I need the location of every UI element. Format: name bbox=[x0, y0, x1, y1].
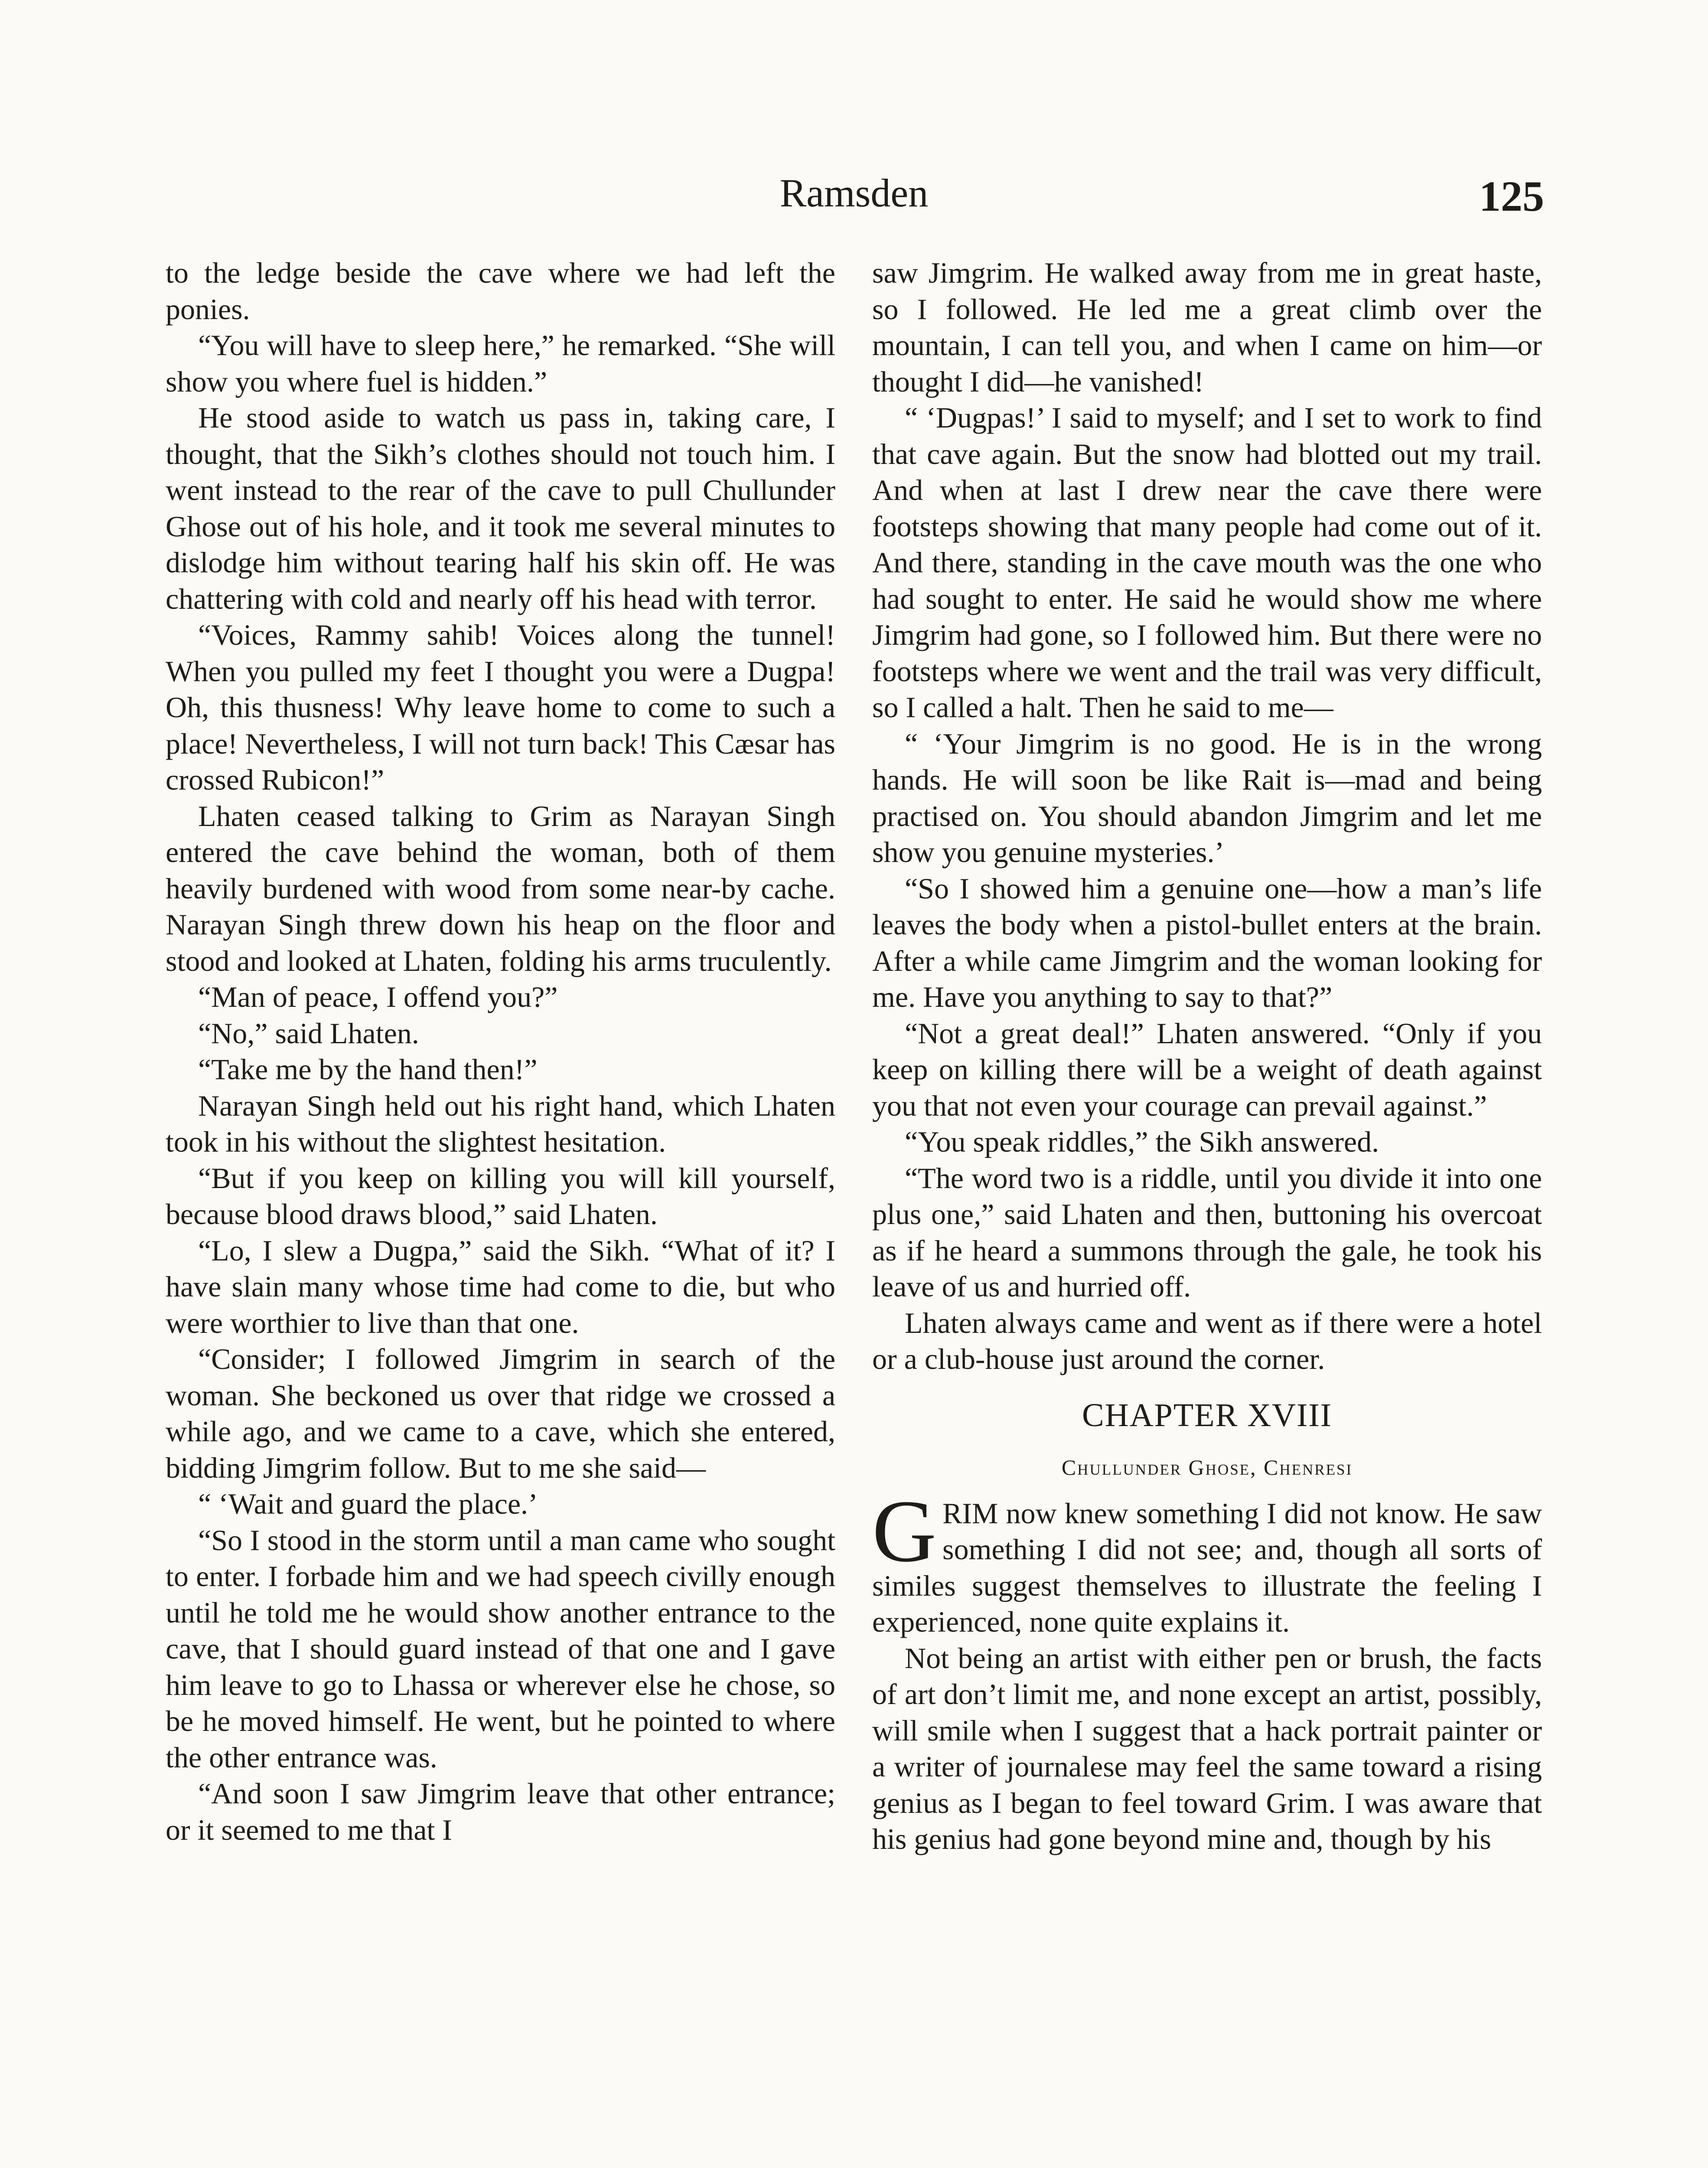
paragraph: He stood aside to watch us pass in, taking care, I thought, that the Sikh’s clothes should not touch him. I went instead to the rear of the cave to pull Chullunder Ghose out of his hole, and it took me several minutes to dislodge him without tearing half his skin off. He was chattering with cold and nearly off his head with terror. bbox=[166, 401, 835, 615]
chapter-heading: CHAPTER XVIII bbox=[1082, 1397, 1332, 1433]
paragraph: “So I showed him a genuine one—how a man’s life leaves the body when a pistol-bullet enters at the brain. After a while came Jimgrim and the woman looking for me. Have you anything to say to that?” bbox=[872, 872, 1542, 1013]
paragraph: “ ‘Your Jimgrim is no good. He is in the wrong hands. He will soon be like Rait is—mad and being practised on. You should abandon Jimgrim and let me show you genuine mysteries.’ bbox=[872, 727, 1542, 869]
paragraph: Narayan Singh held out his right hand, which Lhaten took in his without the slightest hesitation. bbox=[166, 1089, 835, 1158]
paragraph: “Consider; I followed Jimgrim in search of the woman. She beckoned us over that ridge we crossed a while ago, and we came to a cave, which she entered, bidding Jimgrim follow. But to me she said— bbox=[166, 1342, 835, 1484]
chapter-opening-paragraph bbox=[872, 1482, 1542, 1640]
paragraph: “You will have to sleep here,” he remarked. “She will show you where fuel is hidden.” bbox=[166, 329, 835, 398]
paragraph: Not being an artist with either pen or brush, the facts of art don’t limit me, and none except an artist, possibly, will smile when I suggest that a hack portrait painter or a writer of journalese may feel the same toward a rising genius as I began to feel toward Grim. I was aware that his genius had gone beyond mine and, though by his bbox=[872, 1641, 1542, 1855]
paragraph: Lhaten ceased talking to Grim as Narayan Singh entered the cave behind the woman, both of them heavily burdened with wood from some near-by cache. Narayan Singh threw down his heap on the floor and stood and looked at Lhaten, folding his arms truculently. bbox=[166, 799, 835, 977]
running-title: Ramsden bbox=[779, 171, 929, 215]
paragraph: “Take me by the hand then!” bbox=[198, 1053, 538, 1086]
page-number: 125 bbox=[1479, 172, 1544, 220]
paragraph: “Not a great deal!” Lhaten answered. “Only if you keep on killing there will be a weight of death against you that not even your courage can prevail against.” bbox=[872, 1016, 1542, 1122]
chapter-subtitle: Chullunder Ghose, Chenresi bbox=[1061, 1455, 1353, 1479]
paragraph: to the ledge beside the cave where we had left the ponies. bbox=[166, 256, 835, 326]
left-column bbox=[166, 255, 835, 1848]
paragraph: saw Jimgrim. He walked away from me in great haste, so I followed. He led me a great climb over the mountain, I can tell you, and when I came on him—or thought I did—he vanished! bbox=[872, 256, 1542, 398]
paragraph: “ ‘Dugpas!’ I said to myself; and I set to work to find that cave again. But the snow had blotted out my trail. And when at last I drew near the cave there were footsteps showing that many people had come out of it. And there, standing in the cave mouth was the one who had sought to enter. He said he would show me where Jimgrim had gone, so I followed him. But there were no footsteps where we went and the trail was very difficult, so I called a halt. Then he said to me— bbox=[872, 401, 1542, 724]
paragraph: Lhaten always came and went as if there were a hotel or a club-house just around the corner. bbox=[872, 1306, 1542, 1375]
paragraph: “Voices, Rammy sahib! Voices along the tunnel! When you pulled my feet I thought you were a Dugpa! Oh, this thusness! Why leave home to come to such a place! Nevertheless, I will not turn back! This Cæsar has crossed Rubicon!” bbox=[166, 618, 835, 796]
paragraph: “The word two is a riddle, until you divide it into one plus one,” said Lhaten and then, buttoning his overcoat as if he heard a summons through the gale, he took his leave of us and hurried off. bbox=[872, 1161, 1542, 1303]
right-column bbox=[872, 255, 1542, 1858]
paragraph: “But if you keep on killing you will kill yourself, because blood draws blood,” said Lhaten. bbox=[166, 1161, 835, 1231]
paragraph: “Man of peace, I offend you?” bbox=[198, 980, 558, 1013]
drop-cap: G bbox=[872, 1482, 937, 1580]
paragraph: “No,” said Lhaten. bbox=[198, 1016, 419, 1050]
paragraph: “So I stood in the storm until a man came who sought to enter. I forbade him and we had speech civilly enough until he told me he would show another entrance to the cave, that I should guard instead of that one and I gave him leave to go to Lhassa or wherever else he chose, so be he moved himself. He went, but he pointed to where the other entrance was. bbox=[166, 1523, 835, 1774]
paragraph: “You speak riddles,” the Sikh answered. bbox=[905, 1125, 1379, 1158]
paragraph: “Lo, I slew a Dugpa,” said the Sikh. “What of it? I have slain many whose time had come to die, but who were worthier to live than that one. bbox=[166, 1234, 835, 1339]
paragraph: “And soon I saw Jimgrim leave that other entrance; or it seemed to me that I bbox=[166, 1777, 835, 1846]
opening-text: RIM now knew something I did not know. He saw something I did not see; and, though all sorts of similes suggest themselves to illustrate the feeling I experienced, none quite explains it. bbox=[872, 1496, 1542, 1638]
paragraph: “ ‘Wait and guard the place.’ bbox=[198, 1487, 538, 1520]
